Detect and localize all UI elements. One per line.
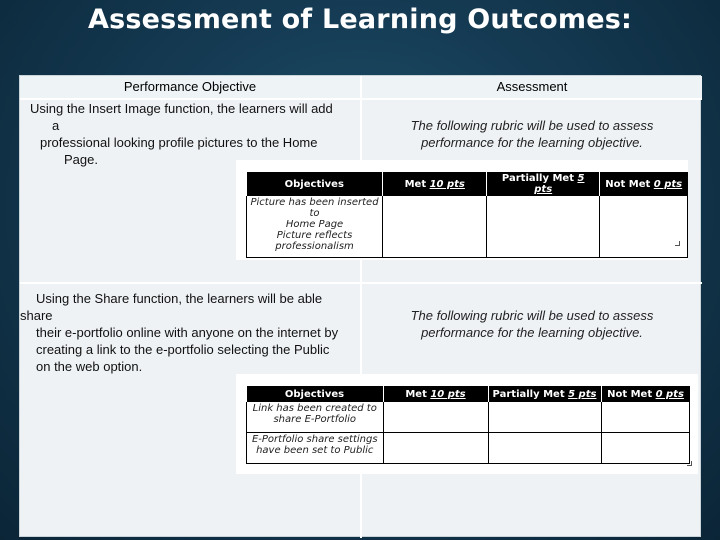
rubric-header-points: 5 pts: [534, 173, 585, 195]
objective-line: professional looking profile pictures to the Home: [40, 135, 318, 150]
row-2-assessment: [362, 307, 702, 341]
rubric-header-not-met: [601, 386, 690, 402]
criteria-line: professionalism: [275, 241, 354, 252]
rubric-score-cell: [599, 196, 687, 258]
row-2-objective: [20, 290, 362, 375]
rubric-header-points: 5 pts: [568, 388, 597, 400]
rubric-table: [246, 172, 688, 258]
rubric-header-points: 0 pts: [655, 388, 684, 400]
rubric-header-not-met: [599, 172, 687, 196]
rubric-header-label: Not Met: [605, 178, 651, 190]
rubric-header-partially-met: [488, 386, 601, 402]
assessment-table: [19, 75, 701, 537]
criteria-line: share E-Portfolio: [273, 414, 357, 425]
rubric-header-met: [383, 172, 487, 196]
rubric-header-label: Partially Met: [492, 388, 565, 400]
rubric-criteria-cell: [247, 433, 384, 464]
rubric-header-points: 10 pts: [429, 178, 465, 190]
objective-line: share: [20, 308, 53, 323]
rubric-score-cell: [383, 196, 487, 258]
criteria-line: have been set to Public: [256, 445, 374, 456]
assessment-line: performance for the learning objective.: [421, 135, 643, 150]
rubric-criteria-cell: [247, 196, 383, 258]
slide-title: Assessment of Learning Outcomes:: [88, 4, 632, 35]
objective-line: Using the Insert Image function, the learners will add: [30, 101, 333, 116]
rubric-header-label: Objectives: [284, 388, 345, 400]
objective-column-header: Performance Objective: [20, 76, 360, 98]
rubric-header-objectives: [247, 172, 383, 196]
criteria-line: Home Page: [285, 219, 344, 230]
objective-line: their e-portfolio online with anyone on the internet by: [36, 325, 339, 340]
objective-line: creating a link to the e-portfolio selecting the Public: [36, 342, 330, 357]
rubric-score-cell: [487, 196, 600, 258]
rubric-header-label: Not Met: [607, 388, 653, 400]
rubric-score-cell: [488, 433, 601, 464]
criteria-line: Picture has been inserted to: [250, 197, 379, 219]
assessment-column-header: Assessment: [362, 76, 702, 98]
resize-corner-mark: [675, 241, 680, 246]
rubric-header-points: 10 pts: [430, 388, 466, 400]
row-divider: [20, 282, 702, 284]
objective-line: a: [52, 118, 60, 133]
rubric-table: [246, 386, 690, 464]
rubric-header-label: Partially Met: [501, 173, 574, 184]
assessment-line: The following rubric will be used to assess: [410, 118, 654, 133]
assessment-line: The following rubric will be used to assess: [410, 308, 654, 323]
rubric-image-1: [236, 160, 688, 260]
row-1-assessment: [362, 117, 702, 151]
rubric-score-cell: [488, 402, 601, 433]
rubric-header-label: Met: [404, 178, 427, 190]
rubric-criteria-cell: [247, 402, 384, 433]
rubric-header-points: 0 pts: [653, 178, 683, 190]
objective-line: Using the Share function, the learners will be able: [36, 291, 323, 306]
rubric-header-objectives: [247, 386, 384, 402]
objective-line: on the web option.: [36, 359, 143, 374]
row-1-objective: [30, 100, 360, 168]
criteria-line: Picture reflects: [276, 230, 353, 241]
rubric-score-cell: [383, 402, 488, 433]
rubric-image-2: [236, 374, 698, 474]
criteria-line: Link has been created to: [252, 403, 377, 414]
rubric-score-cell: [601, 402, 690, 433]
assessment-line: performance for the learning objective.: [421, 325, 643, 340]
rubric-header-met: [383, 386, 488, 402]
resize-corner-mark: [687, 461, 692, 466]
rubric-header-partially-met: [487, 172, 600, 196]
criteria-line: E-Portfolio share settings: [251, 434, 378, 445]
objective-line: Page.: [64, 152, 98, 167]
rubric-score-cell: [601, 433, 690, 464]
rubric-score-cell: [383, 433, 488, 464]
rubric-header-label: Met: [405, 388, 427, 400]
rubric-header-label: Objectives: [284, 178, 344, 190]
